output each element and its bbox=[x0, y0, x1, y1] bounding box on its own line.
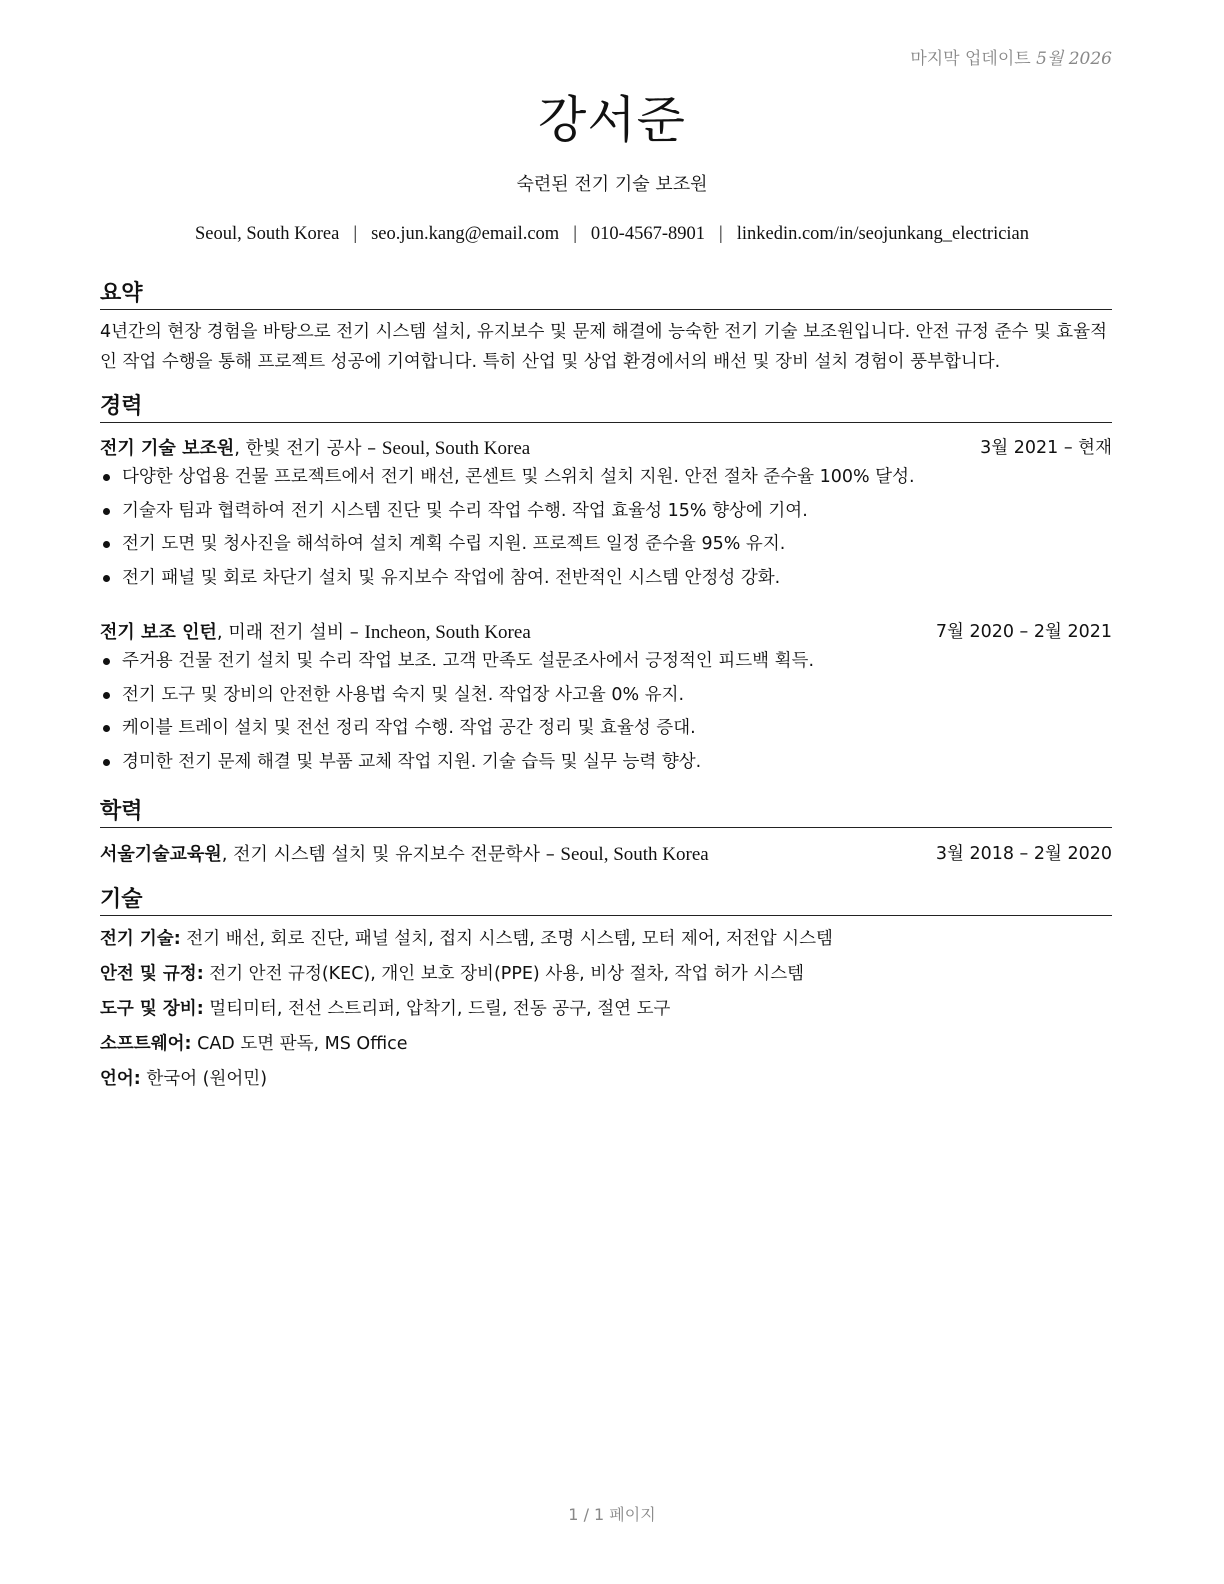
job-title: 전기 보조 인턴 bbox=[100, 622, 217, 643]
education-entry bbox=[100, 840, 1112, 866]
education-location: Seoul, South Korea bbox=[560, 844, 709, 865]
skill-label: 안전 및 규정: bbox=[100, 964, 204, 984]
skill-label: 언어: bbox=[100, 1069, 141, 1089]
job-header bbox=[100, 434, 1112, 460]
education-heading: 학력 bbox=[100, 794, 1112, 828]
contact-separator: | bbox=[718, 224, 723, 244]
school-name: 서울기술교육원 bbox=[100, 844, 222, 865]
contact-email[interactable]: seo.jun.kang@email.com bbox=[371, 224, 560, 244]
skill-label: 도구 및 장비: bbox=[100, 999, 204, 1019]
job-company: , 한빛 전기 공사 – bbox=[234, 438, 382, 459]
bullet-item: 전기 도면 및 청사진을 해석하여 설치 계획 수립 지원. 프로젝트 일정 준수율 95% 유지. bbox=[100, 529, 1112, 563]
job-title: 전기 기술 보조원 bbox=[100, 438, 235, 459]
job-header bbox=[100, 618, 1112, 644]
bullet-item: 케이블 트레이 설치 및 전선 정리 작업 수행. 작업 공간 정리 및 효율성 증대. bbox=[100, 713, 1112, 747]
summary-heading: 요약 bbox=[100, 276, 1112, 310]
education-dates: 3월 2018 – 2월 2020 bbox=[935, 844, 1112, 864]
person-name: 강서준 bbox=[538, 91, 686, 149]
job-location: Incheon, South Korea bbox=[364, 622, 531, 643]
page-number: 1 / 1 페이지 bbox=[568, 1505, 656, 1524]
bullet-item: 전기 패널 및 회로 차단기 설치 및 유지보수 작업에 참여. 전반적인 시스템 안정성 강화. bbox=[100, 563, 1112, 597]
job-bullets bbox=[100, 646, 1112, 781]
last-updated-year: 2026 bbox=[1068, 49, 1112, 69]
skill-row bbox=[100, 960, 1112, 995]
contact-phone: 010-4567-8901 bbox=[590, 224, 705, 244]
last-updated bbox=[910, 44, 1112, 69]
bullet-item: 다양한 상업용 건물 프로젝트에서 전기 배선, 콘센트 및 스위치 설치 지원. 안전 절차 준수율 100% 달성. bbox=[100, 462, 1112, 496]
skill-row bbox=[100, 925, 1112, 960]
summary-text: 4년간의 현장 경험을 바탕으로 전기 시스템 설치, 유지보수 및 문제 해결에 능숙한 전기 기술 보조원입니다. 안전 규정 준수 및 효율적인 작업 수행을 통해 프로젝트 성공에 기여합니다. 특히 산업 및 상업 환경에서의 배선 및 장비 설치 경험이 풍부합니다. bbox=[100, 322, 1108, 372]
skill-value: 멀티미터, 전선 스트리퍼, 압착기, 드릴, 전동 공구, 절연 도구 bbox=[209, 999, 671, 1019]
bullet-item: 전기 도구 및 장비의 안전한 사용법 숙지 및 실천. 작업장 사고율 0% 유지. bbox=[100, 680, 1112, 714]
skills-list bbox=[100, 925, 1112, 1100]
skill-value: 한국어 (원어민) bbox=[146, 1069, 268, 1089]
job-bullets bbox=[100, 462, 1112, 597]
skill-value: CAD 도면 판독, MS Office bbox=[197, 1034, 408, 1054]
skill-row bbox=[100, 995, 1112, 1030]
bullet-item: 경미한 전기 문제 해결 및 부품 교체 작업 지원. 기술 습득 및 실무 능력 향상. bbox=[100, 747, 1112, 781]
skill-row bbox=[100, 1030, 1112, 1065]
bullet-item: 주거용 건물 전기 설치 및 수리 작업 보조. 고객 만족도 설문조사에서 긍정적인 피드백 획득. bbox=[100, 646, 1112, 680]
contact-separator: | bbox=[573, 224, 577, 244]
job-dates: 3월 2021 – 현재 bbox=[980, 438, 1112, 458]
last-updated-prefix: 마지막 업데이트 bbox=[910, 49, 1031, 69]
job-location: Seoul, South Korea bbox=[381, 438, 531, 459]
bullet-item: 기술자 팀과 협력하여 전기 시스템 진단 및 수리 작업 수행. 작업 효율성 15% 향상에 기여. bbox=[100, 496, 1112, 530]
job-dates: 7월 2020 – 2월 2021 bbox=[935, 622, 1112, 642]
skill-label: 소프트웨어: bbox=[100, 1034, 192, 1054]
skill-value: 전기 안전 규정(KEC), 개인 보호 장비(PPE) 사용, 비상 절차, 작업 허가 시스템 bbox=[209, 964, 805, 984]
skills-heading: 기술 bbox=[100, 882, 1112, 916]
contact-separator: | bbox=[353, 224, 358, 244]
skill-value: 전기 배선, 회로 진단, 패널 설치, 접지 시스템, 조명 시스템, 모터 제어, 저전압 시스템 bbox=[186, 929, 833, 949]
contact-line bbox=[0, 224, 1224, 245]
skill-row bbox=[100, 1065, 1112, 1100]
contact-linkedin[interactable]: linkedin.com/in/seojunkang_electrician bbox=[736, 224, 1030, 244]
education-program: , 전기 시스템 설치 및 유지보수 전문학사 – bbox=[221, 844, 561, 865]
experience-heading: 경력 bbox=[100, 389, 1112, 423]
skill-label: 전기 기술: bbox=[100, 929, 181, 949]
last-updated-month: 5월 bbox=[1036, 49, 1064, 69]
contact-location: Seoul, South Korea bbox=[194, 224, 340, 244]
job-company: , 미래 전기 설비 – bbox=[216, 622, 365, 643]
job-subtitle: 숙련된 전기 기술 보조원 bbox=[516, 174, 708, 195]
